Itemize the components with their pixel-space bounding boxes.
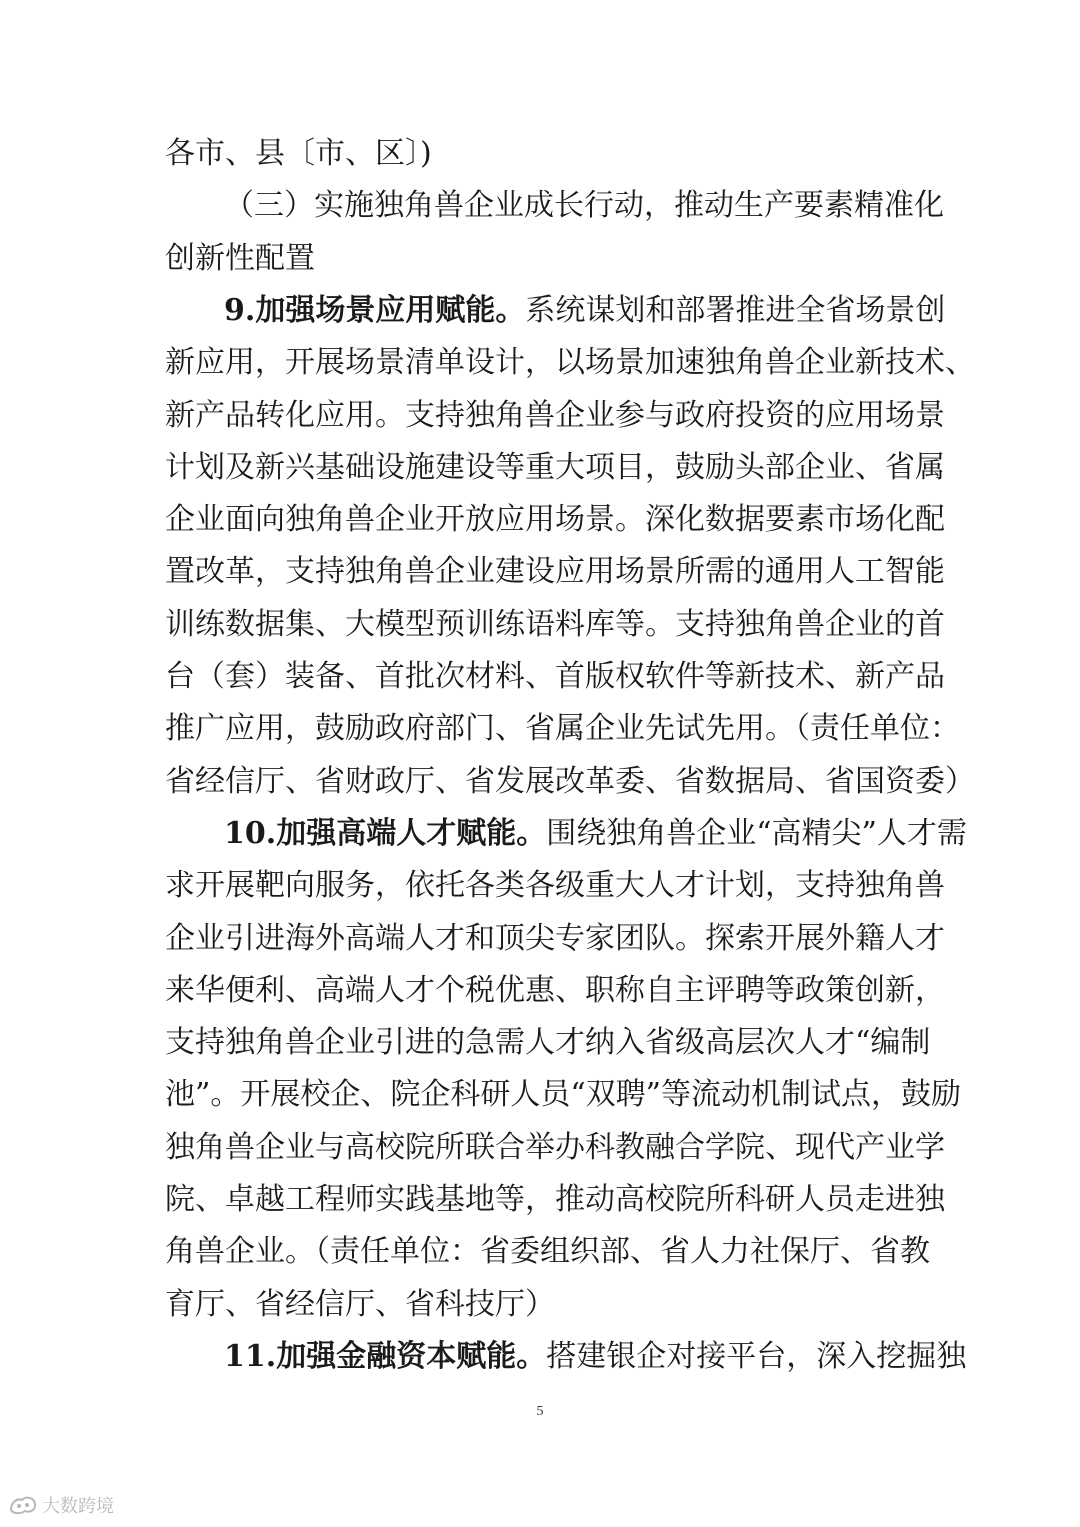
- line-text: 训练数据集、大模型预训练语料库等。支持独角兽企业的首: [165, 606, 945, 642]
- line-text: 独角兽企业与高校院所联合举办科教融合学院、现代产业学: [165, 1129, 945, 1165]
- line-text: 各市、县〔市、区〕): [165, 136, 432, 171]
- line-text: 系统谋划和部署推进全省场景创: [525, 292, 946, 328]
- text-line: [165, 546, 945, 598]
- line-text: 台（套）装备、首批次材料、首版权软件等新技术、新产品: [165, 659, 945, 694]
- watermark: [8, 1492, 114, 1518]
- section-heading-line: [224, 808, 967, 860]
- line-text: 围绕独角兽企业“高精尖”人才需: [546, 815, 967, 851]
- line-text: 省经信厅、省财政厅、省发展改革委、省数据局、省国资委）: [165, 763, 975, 799]
- line-text: 推广应用，鼓励政府部门、省属企业先试先用。（责任单位：: [165, 711, 960, 747]
- section-heading-line: [224, 1331, 967, 1383]
- line-text: 求开展靶向服务，依托各类各级重大人才计划，支持独角兽: [165, 868, 945, 904]
- line-text: 院、卓越工程师实践基地等，推动高校院所科研人员走进独: [165, 1182, 945, 1217]
- text-line: [165, 1069, 962, 1121]
- page-number: 5: [536, 1404, 544, 1419]
- bold-heading: 10.加强高端人才赋能。: [224, 815, 547, 851]
- text-line: [165, 860, 945, 912]
- brand-logo-icon: [8, 1494, 38, 1516]
- text-line: [165, 1226, 930, 1278]
- text-line: [165, 599, 945, 651]
- text-line: [224, 180, 944, 232]
- line-text: 池”。开展校企、院企科研人员“双聘”等流动机制试点，鼓励: [165, 1077, 962, 1113]
- text-line: [165, 494, 945, 546]
- line-text: 企业引进海外高端人才和顶尖专家团队。探索开展外籍人才: [165, 920, 945, 956]
- line-text: 企业面向独角兽企业开放应用场景。深化数据要素市场化配: [165, 502, 945, 538]
- watermark-text: 大数跨境: [42, 1496, 114, 1517]
- line-text: 育厅、省经信厅、省科技厅）: [165, 1286, 555, 1322]
- text-line: [165, 965, 945, 1017]
- bold-heading: 9.加强场景应用赋能。: [224, 292, 526, 328]
- text-line: [165, 703, 960, 755]
- section-heading-line: [224, 285, 946, 337]
- line-text: （三）实施独角兽企业成长行动，推动生产要素精准化: [224, 188, 944, 224]
- line-text: 搭建银企对接平台，深入挖掘独: [546, 1338, 967, 1374]
- line-text: 角兽企业。（责任单位：省委组织部、省人力社保厅、省教: [165, 1234, 930, 1270]
- text-line: [165, 913, 945, 965]
- line-text: 支持独角兽企业引进的急需人才纳入省级高层次人才“编制: [165, 1025, 931, 1061]
- line-text: 创新性配置: [165, 240, 315, 276]
- text-line: [165, 756, 975, 808]
- text-line: [165, 1122, 945, 1174]
- text-line: [165, 1017, 931, 1069]
- text-line: [165, 442, 945, 494]
- line-text: 新应用，开展场景清单设计，以场景加速独角兽企业新技术、: [165, 345, 975, 381]
- line-text: 置改革，支持独角兽企业建设应用场景所需的通用人工智能: [165, 554, 945, 590]
- text-line: [165, 390, 945, 442]
- line-text: 新产品转化应用。支持独角兽企业参与政府投资的应用场景: [165, 397, 945, 433]
- text-line: [165, 128, 917, 180]
- text-line: [165, 233, 917, 285]
- text-line: [165, 651, 945, 703]
- line-text: 计划及新兴基础设施建设等重大项目，鼓励头部企业、省属: [165, 449, 945, 485]
- bold-heading: 11.加强金融资本赋能。: [224, 1338, 547, 1374]
- line-text: 来华便利、高端人才个税优惠、职称自主评聘等政策创新，: [165, 972, 945, 1008]
- text-line: [165, 1174, 945, 1226]
- text-line: [165, 337, 975, 389]
- text-line: [165, 1279, 917, 1331]
